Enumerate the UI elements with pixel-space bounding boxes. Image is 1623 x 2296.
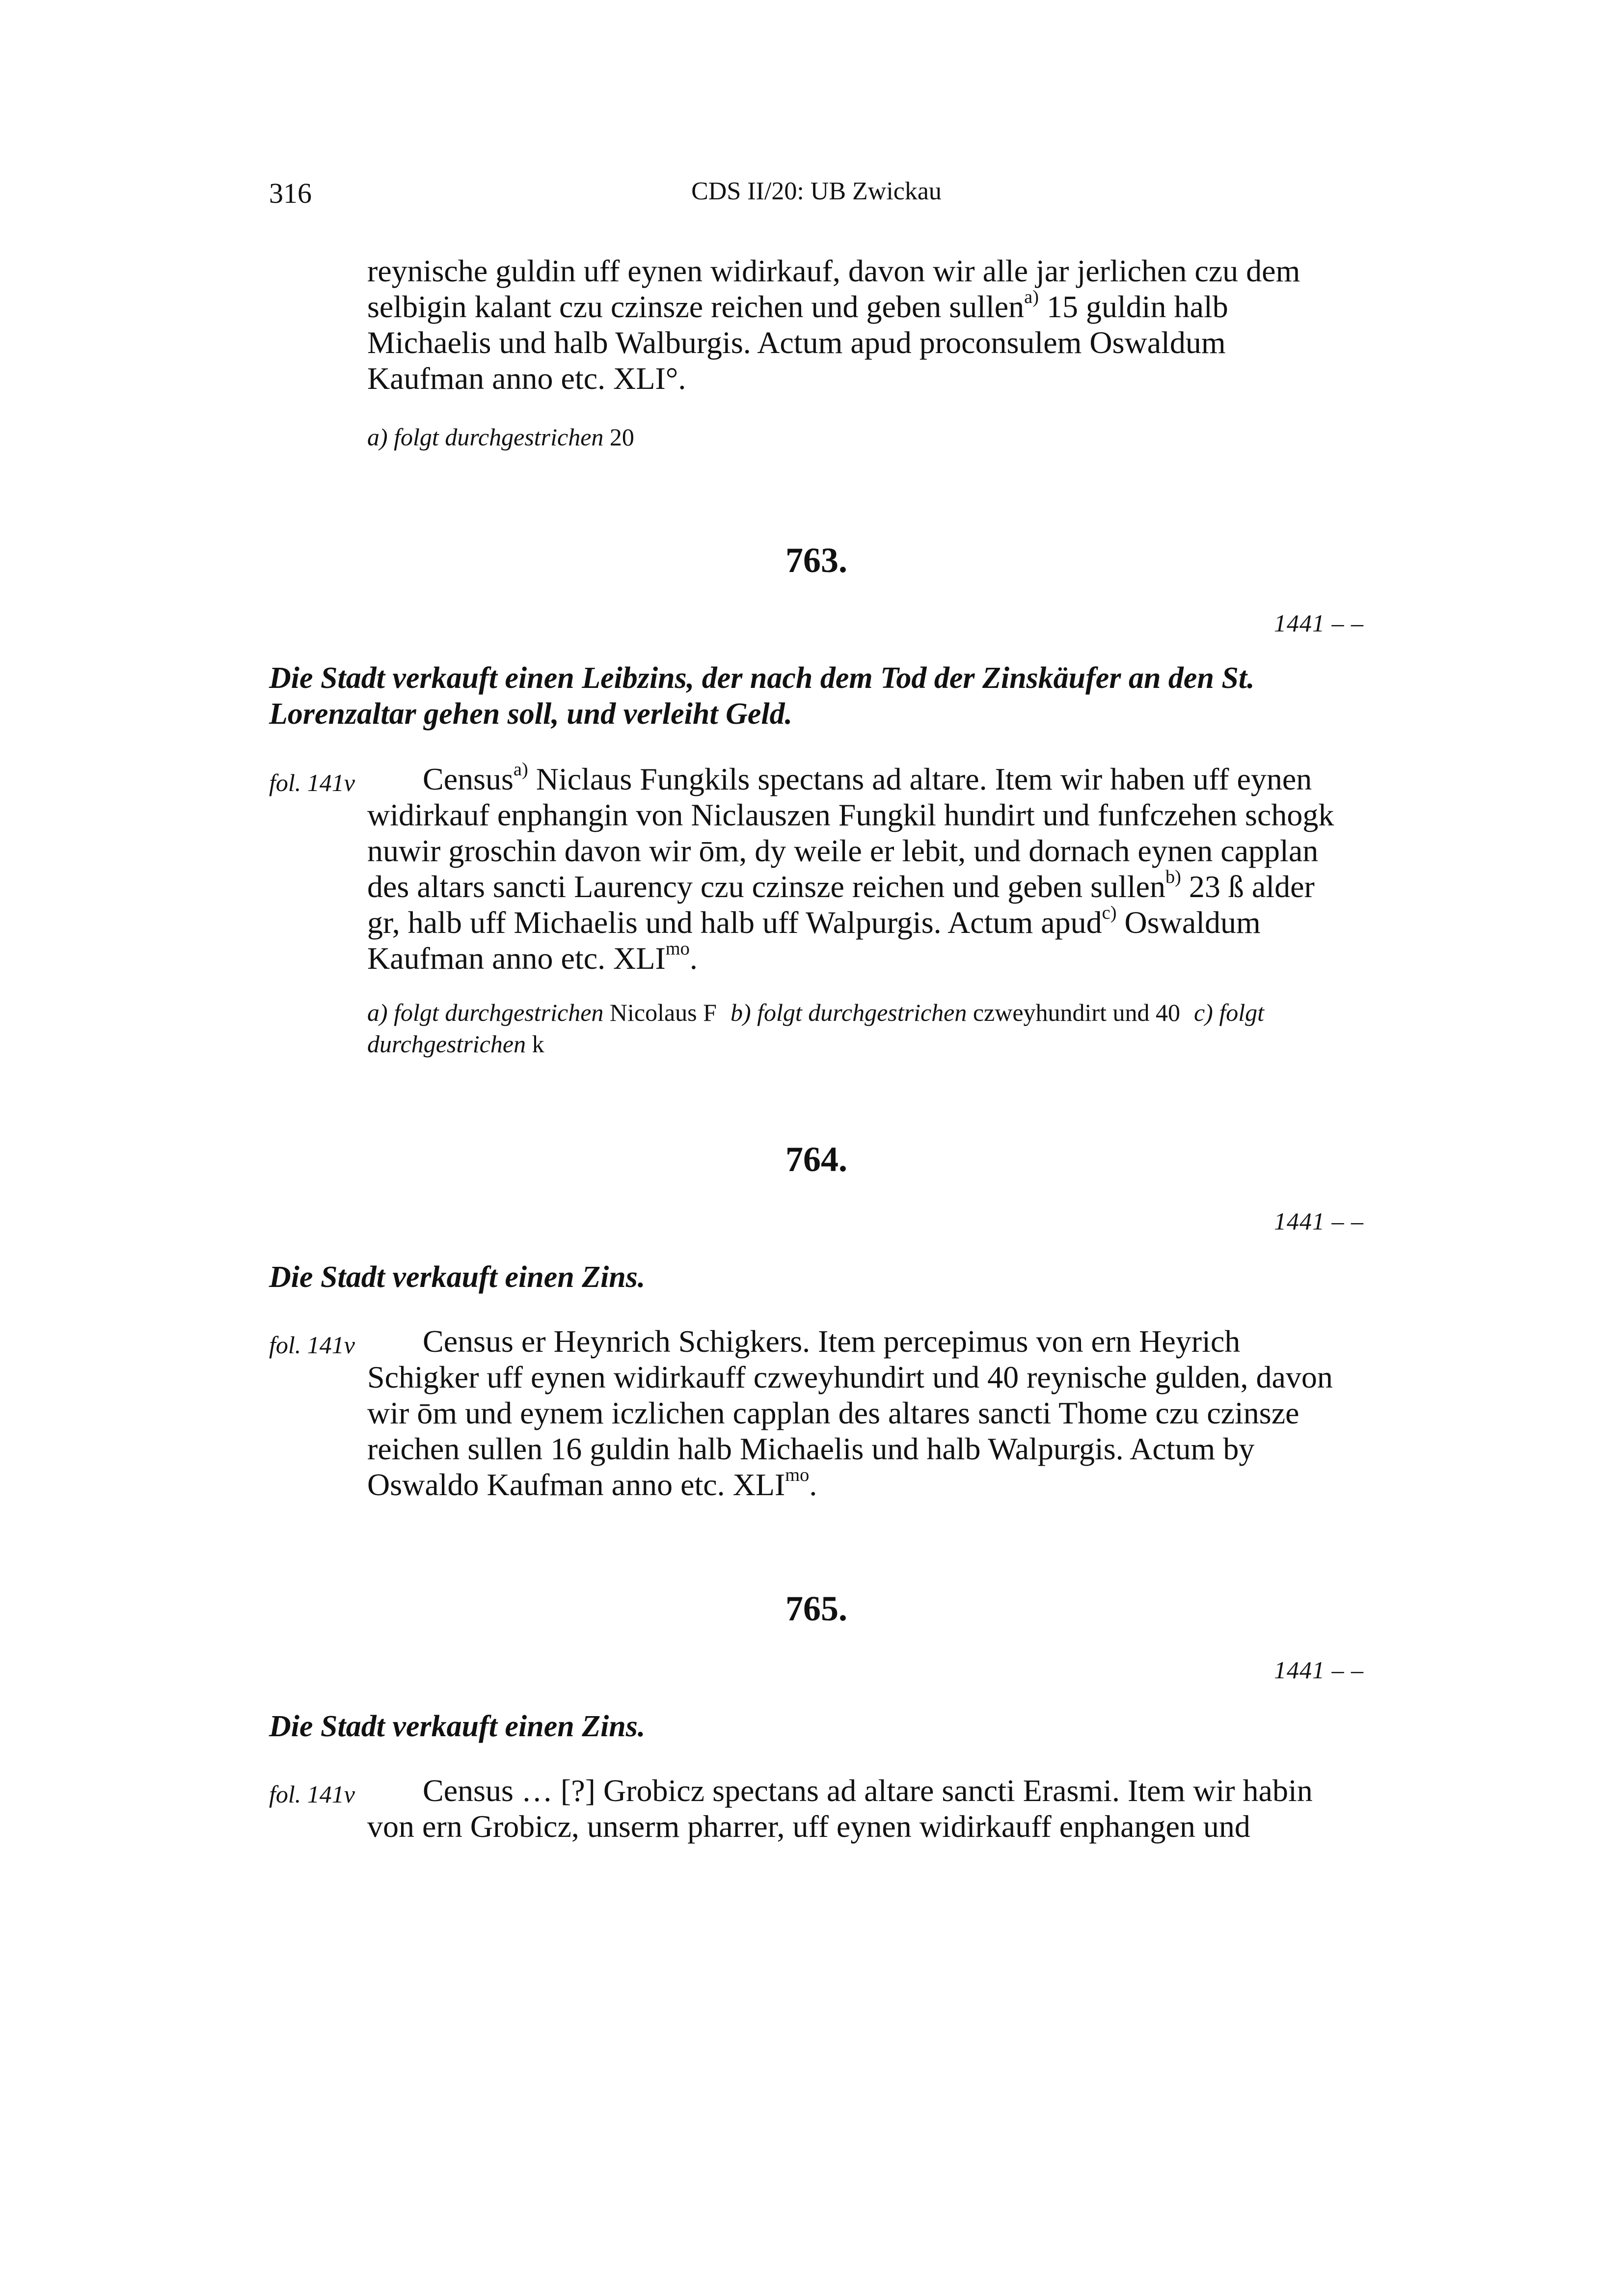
regest-heading: Die Stadt verkauft einen Zins. xyxy=(269,1260,646,1294)
folio-reference: fol. 141v xyxy=(269,1331,355,1359)
footnote-marker: a) xyxy=(513,759,528,780)
text-line: Kaufman anno etc. XLI°. xyxy=(367,361,686,396)
regest-heading: Die Stadt verkauft einen Zins. xyxy=(269,1710,646,1743)
text-line: Michaelis und halb Walburgis. Actum apud proconsulem Oswaldum xyxy=(367,325,1226,360)
text-line: Oswaldo Kaufman anno etc. $XLI^{mo}$. xyxy=(367,1465,817,1502)
entry-text xyxy=(367,1323,1364,1503)
footnote-marker: a) xyxy=(1024,287,1039,308)
text-line: von ern Grobicz, unserm pharrer, uff eynen widirkauff enphangen und xyxy=(367,1809,1250,1844)
page-number: 316 xyxy=(269,177,312,209)
apparatus-note: a) folgt durchgestrichen Nicolaus F b) folgt durchgestrichen czweyhundirt und 40 c) folgt durchgestrichen k xyxy=(367,999,1265,1058)
text-line: widirkauf enphangin von Niclauszen Fungkil hundirt und funfczehen schogk xyxy=(367,797,1334,832)
footnote-marker: b) xyxy=(1165,867,1181,888)
entry-number: 763. xyxy=(785,541,847,580)
text-line: nuwir groschin davon wir ōm, dy weile er lebit, und dornach eynen capplan xyxy=(367,833,1319,868)
entry-text xyxy=(367,761,1364,976)
entry-date: 1441 – – xyxy=(1274,609,1364,637)
folio-reference: fol. 141v xyxy=(269,769,355,796)
entry-date: 1441 – – xyxy=(1274,1656,1364,1684)
text-line: wir ōm und eynem iczlichen capplan des altares sancti Thome czu czinsze xyxy=(367,1395,1299,1430)
text-line: Census … [?] Grobicz spectans ad altare sancti Erasmi. Item wir habin xyxy=(423,1773,1313,1808)
running-header xyxy=(269,177,1364,211)
text-line: Kaufman anno etc. $XLI^{mo}$. xyxy=(367,938,698,976)
text-line: reichen sullen 16 guldin halb Michaelis und halb Walpurgis. Actum by xyxy=(367,1431,1255,1466)
folio-reference: fol. 141v xyxy=(269,1780,355,1808)
entry-date: 1441 – – xyxy=(1274,1207,1364,1235)
text-line: Census$^{a)}$ Niclaus Fungkils spectans ad altare. Item wir haben uff eynen xyxy=(423,759,1312,796)
continuation-text xyxy=(367,253,1364,396)
text-line: selbigin kalant czu czinsze reichen und geben sullen$^{a)}$ 15 guldin halb xyxy=(367,287,1228,324)
entry-number: 765. xyxy=(785,1589,847,1628)
running-title: CDS II/20: UB Zwickau xyxy=(691,177,942,205)
regest-heading: Die Stadt verkauft einen Leibzins, der nach dem Tod der Zinskäufer an den St. Lorenzaltar gehen soll, und verleiht Geld. xyxy=(269,661,1255,731)
text-line: Schigker uff eynen widirkauff czweyhundirt und 40 reynische gulden, davon xyxy=(367,1360,1333,1394)
text-line: Census er Heynrich Schigkers. Item percepimus von ern Heyrich xyxy=(423,1324,1241,1359)
footnote-marker: c) xyxy=(1102,902,1117,924)
entry-text xyxy=(367,1773,1364,1844)
apparatus-note: a) folgt durchgestrichen 20 xyxy=(367,423,634,451)
text-line: reynische guldin uff eynen widirkauf, davon wir alle jar jerlichen czu dem xyxy=(367,253,1300,288)
entry-number: 764. xyxy=(785,1140,847,1179)
text-line: des altars sancti Laurency czu czinsze reichen und geben sullen$^{b)}$ 23 ß alder xyxy=(367,867,1315,904)
text-line: gr, halb uff Michaelis und halb uff Walpurgis. Actum apud$^{c)}$ Oswaldum xyxy=(367,902,1261,940)
